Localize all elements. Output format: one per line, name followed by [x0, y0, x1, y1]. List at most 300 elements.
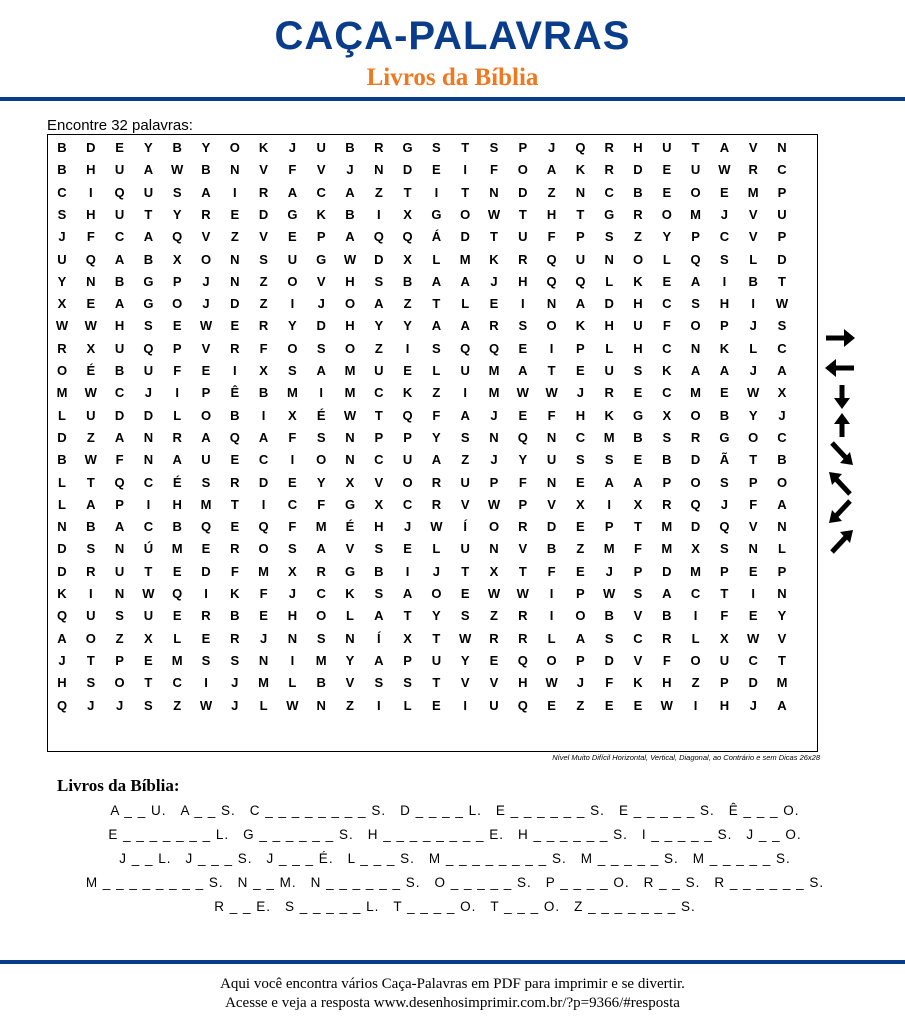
grid-letter[interactable]: S — [374, 273, 384, 289]
grid-letter[interactable]: M — [344, 385, 356, 401]
grid-letter[interactable]: S — [259, 251, 268, 267]
grid-letter[interactable]: U — [690, 162, 701, 178]
grid-letter[interactable]: Ã — [719, 452, 730, 468]
grid-letter[interactable]: M — [661, 519, 673, 535]
grid-letter[interactable]: O — [632, 251, 644, 267]
grid-letter[interactable]: X — [633, 496, 643, 512]
grid-letter[interactable]: Í — [376, 630, 381, 646]
grid-letter[interactable]: D — [230, 296, 240, 312]
grid-letter[interactable]: B — [662, 452, 672, 468]
grid-letter[interactable]: H — [172, 496, 182, 512]
grid-letter[interactable]: C — [690, 586, 701, 601]
grid-letter[interactable]: A — [143, 229, 154, 245]
grid-letter[interactable]: N — [777, 586, 787, 601]
grid-letter[interactable]: V — [777, 630, 787, 646]
grid-letter[interactable]: O — [287, 340, 298, 356]
grid-letter[interactable]: F — [490, 162, 498, 178]
grid-letter[interactable]: L — [662, 251, 671, 267]
grid-letter[interactable]: J — [778, 407, 786, 423]
grid-letter[interactable]: D — [57, 429, 67, 445]
grid-letter[interactable]: Í — [463, 519, 467, 535]
grid-letter[interactable]: H — [374, 519, 384, 535]
grid-letter[interactable]: I — [146, 496, 151, 512]
grid-letter[interactable]: R — [690, 429, 701, 445]
grid-letter[interactable]: U — [143, 608, 154, 624]
grid-letter[interactable]: I — [290, 452, 295, 468]
grid-letter[interactable]: A — [345, 229, 355, 245]
grid-letter[interactable]: F — [317, 496, 326, 512]
grid-letter[interactable]: D — [662, 563, 672, 579]
grid-letter[interactable]: D — [460, 229, 470, 245]
grid-letter[interactable]: B — [86, 519, 96, 535]
grid-letter[interactable]: A — [431, 452, 442, 468]
grid-letter[interactable]: I — [232, 363, 237, 378]
grid-letter[interactable]: A — [518, 363, 528, 378]
grid-letter[interactable]: E — [403, 541, 412, 557]
grid-letter[interactable]: O — [488, 519, 500, 535]
grid-letter[interactable]: R — [201, 206, 211, 222]
grid-letter[interactable]: F — [634, 541, 642, 557]
grid-letter[interactable]: N — [575, 184, 586, 200]
grid-letter[interactable]: U — [575, 251, 586, 267]
grid-letter[interactable]: V — [748, 140, 758, 155]
grid-letter[interactable]: O — [460, 206, 471, 222]
grid-letter[interactable]: Q — [517, 652, 528, 668]
grid-letter[interactable]: A — [143, 162, 154, 178]
grid-letter[interactable]: T — [432, 296, 441, 312]
grid-letter[interactable]: R — [518, 630, 528, 646]
grid-letter[interactable]: J — [490, 452, 498, 468]
grid-letter[interactable]: U — [460, 363, 470, 378]
grid-letter[interactable]: B — [345, 206, 355, 222]
grid-letter[interactable]: E — [230, 318, 240, 334]
grid-letter[interactable]: Z — [230, 229, 239, 245]
grid-letter[interactable]: X — [403, 630, 412, 646]
grid-letter[interactable]: É — [316, 407, 326, 423]
grid-letter[interactable]: E — [576, 474, 585, 490]
grid-letter[interactable]: V — [489, 675, 499, 691]
grid-letter[interactable]: M — [747, 184, 759, 200]
grid-letter[interactable]: U — [114, 340, 125, 356]
grid-letter[interactable]: B — [719, 407, 730, 423]
grid-letter[interactable]: R — [518, 519, 528, 535]
grid-letter[interactable]: U — [431, 652, 442, 668]
grid-letter[interactable]: Z — [576, 541, 585, 557]
grid-letter[interactable]: J — [202, 273, 210, 289]
grid-letter[interactable]: T — [720, 586, 729, 601]
grid-letter[interactable]: G — [402, 140, 413, 155]
grid-letter[interactable]: L — [605, 340, 614, 356]
grid-letter[interactable]: W — [487, 496, 501, 512]
grid-letter[interactable]: I — [290, 652, 295, 668]
grid-letter[interactable]: Q — [85, 251, 96, 267]
grid-letter[interactable]: C — [662, 385, 672, 401]
grid-letter[interactable]: T — [576, 206, 585, 222]
grid-letter[interactable]: C — [316, 184, 326, 200]
grid-letter[interactable]: S — [86, 675, 96, 691]
grid-letter[interactable]: D — [690, 452, 701, 468]
grid-letter[interactable]: Z — [173, 697, 182, 713]
grid-letter[interactable]: W — [199, 697, 213, 713]
grid-letter[interactable]: Y — [432, 429, 441, 445]
grid-letter[interactable]: G — [143, 273, 154, 289]
grid-letter[interactable]: N — [546, 296, 557, 312]
grid-letter[interactable]: O — [690, 407, 701, 423]
grid-letter[interactable]: J — [288, 140, 296, 155]
grid-letter[interactable]: A — [662, 586, 672, 601]
grid-letter[interactable]: T — [518, 563, 527, 579]
grid-letter[interactable]: N — [345, 630, 355, 646]
grid-letter[interactable]: A — [460, 407, 470, 423]
grid-letter[interactable]: F — [86, 229, 95, 245]
grid-letter[interactable]: P — [576, 340, 585, 356]
grid-letter[interactable]: S — [172, 184, 182, 200]
grid-letter[interactable]: P — [518, 496, 528, 512]
grid-letter[interactable]: R — [57, 340, 67, 356]
grid-letter[interactable]: X — [259, 363, 268, 378]
grid-letter[interactable]: N — [345, 452, 355, 468]
grid-letter[interactable]: X — [576, 496, 585, 512]
grid-letter[interactable]: B — [57, 452, 67, 468]
grid-letter[interactable]: J — [317, 296, 325, 312]
grid-letter[interactable]: Y — [201, 140, 211, 155]
grid-letter[interactable]: J — [749, 363, 757, 378]
grid-letter[interactable]: G — [344, 563, 356, 579]
grid-letter[interactable]: Y — [432, 608, 441, 624]
grid-letter[interactable]: T — [518, 206, 527, 222]
grid-letter[interactable]: H — [604, 318, 614, 334]
grid-letter[interactable]: B — [230, 608, 240, 624]
grid-letter[interactable]: U — [114, 206, 125, 222]
grid-letter[interactable]: R — [489, 318, 499, 334]
grid-letter[interactable]: R — [518, 251, 528, 267]
grid-letter[interactable]: L — [432, 251, 441, 267]
grid-letter[interactable]: L — [58, 474, 66, 490]
grid-letter[interactable]: L — [346, 608, 354, 624]
grid-letter[interactable]: E — [518, 407, 528, 423]
grid-letter[interactable]: L — [691, 630, 700, 646]
grid-letter[interactable]: B — [777, 452, 787, 468]
grid-letter[interactable]: G — [287, 206, 298, 222]
grid-letter[interactable]: T — [461, 140, 470, 155]
grid-letter[interactable]: U — [546, 452, 557, 468]
grid-letter[interactable]: S — [316, 429, 326, 445]
grid-letter[interactable]: E — [230, 452, 240, 468]
grid-letter[interactable]: D — [258, 474, 269, 490]
grid-letter[interactable]: Q — [575, 273, 586, 289]
grid-letter[interactable]: N — [86, 273, 96, 289]
grid-letter[interactable]: T — [490, 229, 498, 245]
grid-letter[interactable]: T — [86, 652, 95, 668]
grid-letter[interactable]: A — [114, 519, 125, 535]
grid-letter[interactable]: C — [633, 630, 643, 646]
grid-letter[interactable]: I — [751, 586, 755, 601]
grid-letter[interactable]: X — [288, 407, 297, 423]
grid-letter[interactable]: D — [633, 162, 643, 178]
grid-letter[interactable]: R — [201, 608, 211, 624]
grid-letter[interactable]: K — [57, 586, 67, 601]
grid-letter[interactable]: S — [662, 429, 672, 445]
grid-letter[interactable]: R — [258, 184, 269, 200]
grid-letter[interactable]: W — [603, 586, 616, 601]
grid-letter[interactable]: W — [286, 697, 299, 713]
grid-letter[interactable]: R — [431, 474, 442, 490]
grid-letter[interactable]: S — [633, 586, 643, 601]
grid-letter[interactable]: V — [748, 206, 758, 222]
grid-letter[interactable]: Ê — [230, 385, 240, 401]
grid-letter[interactable]: A — [86, 496, 96, 512]
grid-letter[interactable]: Q — [402, 229, 413, 245]
grid-letter[interactable]: E — [662, 162, 672, 178]
grid-letter[interactable]: H — [575, 407, 586, 423]
grid-letter[interactable]: Z — [490, 608, 498, 624]
grid-letter[interactable]: U — [719, 652, 730, 668]
grid-letter[interactable]: I — [88, 184, 93, 200]
grid-letter[interactable]: M — [258, 563, 270, 579]
grid-letter[interactable]: M — [258, 675, 270, 691]
grid-letter[interactable]: P — [604, 519, 614, 535]
grid-letter[interactable]: Q — [172, 229, 183, 245]
grid-letter[interactable]: P — [403, 429, 412, 445]
grid-letter[interactable]: W — [747, 385, 760, 401]
grid-letter[interactable]: F — [662, 652, 671, 668]
grid-letter[interactable]: O — [661, 206, 672, 222]
grid-letter[interactable]: Q — [200, 519, 212, 535]
grid-letter[interactable]: Y — [345, 652, 355, 668]
grid-letter[interactable]: U — [460, 474, 470, 490]
grid-letter[interactable]: N — [489, 429, 499, 445]
grid-letter[interactable]: O — [200, 251, 212, 267]
grid-letter[interactable]: M — [171, 541, 183, 557]
grid-letter[interactable]: H — [114, 318, 125, 334]
grid-letter[interactable]: U — [662, 140, 672, 155]
grid-letter[interactable]: P — [576, 652, 585, 668]
grid-letter[interactable]: B — [114, 273, 125, 289]
grid-letter[interactable]: V — [345, 675, 355, 691]
grid-letter[interactable]: E — [720, 385, 729, 401]
grid-letter[interactable]: C — [777, 162, 787, 178]
grid-letter[interactable]: B — [662, 608, 672, 624]
grid-letter[interactable]: O — [287, 273, 298, 289]
grid-letter[interactable]: J — [144, 385, 152, 401]
grid-letter[interactable]: P — [374, 429, 384, 445]
grid-letter[interactable]: G — [143, 296, 154, 312]
grid-letter[interactable]: H — [633, 296, 643, 312]
grid-letter[interactable]: R — [518, 608, 528, 624]
grid-letter[interactable]: J — [547, 140, 556, 155]
grid-letter[interactable]: R — [604, 162, 614, 178]
grid-letter[interactable]: V — [201, 340, 211, 356]
grid-letter[interactable]: V — [547, 496, 556, 512]
grid-letter[interactable]: A — [201, 429, 211, 445]
grid-letter[interactable]: N — [546, 474, 557, 490]
grid-letter[interactable]: P — [518, 140, 528, 155]
grid-letter[interactable]: S — [720, 474, 729, 490]
grid-letter[interactable]: T — [432, 630, 441, 646]
grid-letter[interactable]: B — [258, 385, 269, 401]
grid-letter[interactable]: A — [374, 296, 384, 312]
grid-letter[interactable]: X — [172, 251, 182, 267]
grid-letter[interactable]: J — [605, 563, 613, 579]
grid-letter[interactable]: O — [517, 162, 528, 178]
grid-letter[interactable]: V — [316, 162, 326, 178]
grid-letter[interactable]: T — [778, 273, 786, 289]
grid-letter[interactable]: E — [576, 563, 585, 579]
grid-letter[interactable]: X — [374, 496, 384, 512]
grid-letter[interactable]: R — [230, 630, 240, 646]
grid-letter[interactable]: V — [633, 608, 643, 624]
grid-letter[interactable]: J — [576, 385, 584, 401]
grid-letter[interactable]: Q — [56, 608, 68, 624]
grid-letter[interactable]: S — [374, 586, 384, 601]
grid-letter[interactable]: P — [403, 652, 412, 668]
grid-letter[interactable]: A — [431, 318, 442, 334]
grid-letter[interactable]: H — [719, 296, 730, 312]
grid-letter[interactable]: É — [345, 519, 355, 535]
grid-letter[interactable]: H — [345, 273, 355, 289]
grid-letter[interactable]: J — [58, 652, 66, 668]
grid-letter[interactable]: L — [403, 697, 412, 713]
grid-letter[interactable]: V — [518, 541, 528, 557]
grid-letter[interactable]: E — [633, 385, 643, 401]
grid-letter[interactable]: P — [691, 229, 700, 245]
grid-letter[interactable]: R — [258, 318, 269, 334]
grid-letter[interactable]: L — [58, 496, 66, 512]
grid-letter[interactable]: N — [345, 429, 355, 445]
grid-letter[interactable]: D — [114, 407, 125, 423]
grid-letter[interactable]: N — [777, 140, 787, 155]
grid-letter[interactable]: F — [547, 407, 556, 423]
grid-letter[interactable]: P — [316, 229, 326, 245]
grid-letter[interactable]: K — [604, 407, 614, 423]
grid-letter[interactable]: O — [200, 407, 212, 423]
grid-letter[interactable]: S — [518, 318, 528, 334]
grid-letter[interactable]: N — [230, 251, 240, 267]
grid-letter[interactable]: O — [690, 474, 701, 490]
grid-letter[interactable]: K — [345, 586, 355, 601]
grid-letter[interactable]: C — [114, 229, 125, 245]
grid-letter[interactable]: E — [432, 697, 441, 713]
grid-letter[interactable]: U — [57, 251, 67, 267]
grid-letter[interactable]: F — [173, 363, 182, 378]
grid-letter[interactable]: D — [143, 407, 154, 423]
grid-letter[interactable]: B — [748, 273, 758, 289]
grid-letter[interactable]: W — [199, 318, 213, 334]
grid-letter[interactable]: I — [204, 675, 208, 691]
grid-letter[interactable]: K — [662, 363, 672, 378]
grid-letter[interactable]: M — [690, 385, 702, 401]
grid-letter[interactable]: D — [258, 206, 269, 222]
grid-letter[interactable]: O — [85, 630, 96, 646]
grid-letter[interactable]: T — [749, 452, 758, 468]
grid-letter[interactable]: U — [489, 697, 499, 713]
grid-letter[interactable]: T — [403, 608, 412, 624]
grid-letter[interactable]: O — [229, 140, 240, 155]
grid-letter[interactable]: N — [143, 452, 154, 468]
grid-letter[interactable]: C — [143, 519, 154, 535]
grid-letter[interactable]: U — [633, 318, 643, 334]
grid-letter[interactable]: Q — [114, 184, 125, 200]
grid-letter[interactable]: Ú — [143, 541, 154, 557]
grid-letter[interactable]: A — [114, 251, 125, 267]
grid-letter[interactable]: W — [343, 251, 357, 267]
grid-letter[interactable]: S — [374, 541, 384, 557]
grid-letter[interactable]: X — [345, 474, 355, 490]
grid-letter[interactable]: X — [403, 251, 412, 267]
grid-letter[interactable]: A — [575, 296, 586, 312]
grid-letter[interactable]: Y — [316, 474, 326, 490]
grid-letter[interactable]: A — [777, 363, 787, 378]
grid-letter[interactable]: D — [604, 652, 614, 668]
grid-letter[interactable]: A — [633, 474, 643, 490]
grid-letter[interactable]: O — [316, 608, 327, 624]
grid-letter[interactable]: E — [633, 452, 643, 468]
grid-letter[interactable]: W — [545, 385, 558, 401]
grid-letter[interactable]: Z — [576, 697, 585, 713]
grid-letter[interactable]: E — [201, 630, 211, 646]
grid-letter[interactable]: C — [719, 229, 730, 245]
grid-letter[interactable]: E — [201, 363, 211, 378]
grid-letter[interactable]: X — [403, 206, 412, 222]
grid-letter[interactable]: H — [546, 206, 557, 222]
grid-letter[interactable]: P — [576, 229, 585, 245]
grid-letter[interactable]: R — [748, 162, 758, 178]
grid-letter[interactable]: D — [374, 251, 384, 267]
grid-letter[interactable]: U — [201, 452, 211, 468]
grid-letter[interactable]: W — [487, 206, 501, 222]
grid-letter[interactable]: B — [230, 407, 240, 423]
grid-letter[interactable]: F — [288, 162, 297, 178]
grid-letter[interactable]: I — [693, 697, 698, 713]
grid-letter[interactable]: S — [374, 675, 384, 691]
grid-letter[interactable]: E — [230, 519, 240, 535]
grid-letter[interactable]: O — [258, 541, 269, 557]
grid-letter[interactable]: Q — [56, 697, 68, 713]
grid-letter[interactable]: W — [747, 630, 760, 646]
grid-letter[interactable]: A — [374, 608, 384, 624]
grid-letter[interactable]: P — [720, 318, 729, 334]
grid-letter[interactable]: Y — [460, 652, 470, 668]
grid-letter[interactable]: L — [432, 363, 441, 378]
grid-letter[interactable]: I — [405, 340, 410, 356]
grid-letter[interactable]: É — [172, 474, 182, 490]
grid-letter[interactable]: T — [432, 675, 441, 691]
grid-letter[interactable]: N — [546, 429, 557, 445]
grid-letter[interactable]: E — [172, 608, 182, 624]
grid-letter[interactable]: F — [720, 608, 729, 624]
grid-letter[interactable]: A — [172, 452, 182, 468]
grid-letter[interactable]: A — [201, 184, 211, 200]
grid-letter[interactable]: Q — [114, 474, 125, 490]
grid-letter[interactable]: A — [114, 296, 125, 312]
grid-letter[interactable]: L — [749, 251, 758, 267]
grid-letter[interactable]: U — [143, 184, 154, 200]
grid-letter[interactable]: I — [549, 608, 554, 624]
grid-letter[interactable]: Q — [229, 429, 240, 445]
grid-letter[interactable]: Q — [402, 407, 413, 423]
grid-letter[interactable]: W — [430, 519, 443, 535]
grid-letter[interactable]: E — [662, 273, 672, 289]
grid-letter[interactable]: N — [777, 519, 787, 535]
grid-letter[interactable]: H — [287, 608, 298, 624]
grid-letter[interactable]: G — [431, 206, 442, 222]
grid-letter[interactable]: X — [144, 630, 153, 646]
grid-letter[interactable]: F — [662, 318, 671, 334]
grid-letter[interactable]: H — [57, 675, 67, 691]
grid-letter[interactable]: W — [660, 697, 673, 713]
grid-letter[interactable]: Z — [547, 184, 556, 200]
grid-letter[interactable]: T — [144, 675, 153, 691]
